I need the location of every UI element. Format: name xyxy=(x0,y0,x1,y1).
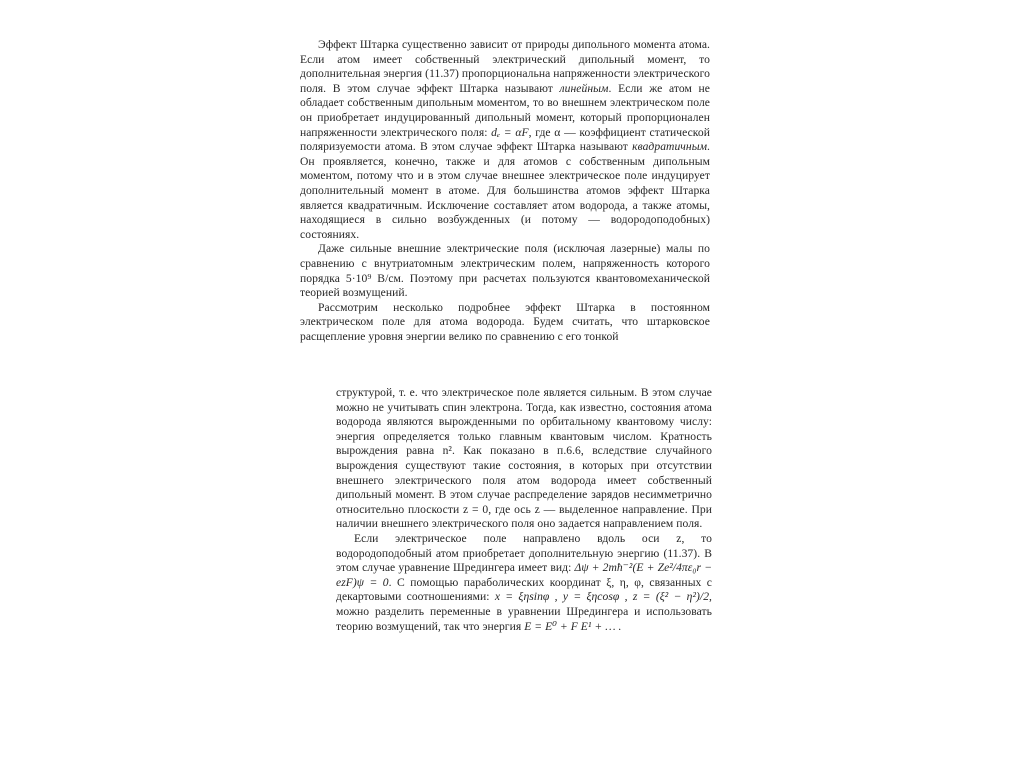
text-run: . Если же атом не обладает собственным дипольным моментом, то во внешнем электрическом поле он приобретает индуцированный дипольный момент, который пропорционален напряженности электрического поля: xyxy=(300,81,710,139)
text-run: , можно разделить переменные в уравнении Шредингера и использовать теорию возмущений, так что энергия xyxy=(336,590,712,633)
text-run: , где α — коэффициент статической поляризуемости атома. В этом случае эффект Штарка называют xyxy=(300,125,710,154)
paragraph-schrodinger xyxy=(336,532,712,634)
formula-induced-dipole: dₑ = αF xyxy=(491,125,529,139)
paragraph-strong-fields: Даже сильные внешние электрические поля (исключая лазерные) малы по сравнению с внутриатомным электрическим полем, напряженность которого порядка 5·10⁹ В/см. Поэтому при расчетах пользуются квантовомеханической теорией возмущений. xyxy=(300,242,710,300)
paragraph-degeneracy: структурой, т. е. что электрическое поле является сильным. В этом случае можно не учитывать спин электрона. Тогда, как известно, состояния атома водорода являются вырожденными по орбитальному квантовому числу: энергия определяется только главным квантовым числом. Кратность вырождения равна n². Как показано в п.6.6, вследствие случайного вырождения существуют такие состояния, в которых при отсутствии внешнего электрического поля атом водорода имеет собственный дипольный момент. В этом случае распределение зарядов несимметрично относительно плоскости z = 0, где ось z — выделенное направление. При наличии внешнего электрического поля оно задается направлением поля. xyxy=(336,386,712,531)
paragraph-stark-dipole xyxy=(300,38,710,242)
term-linear: линейным xyxy=(559,81,609,95)
formula-energy-expansion: E = E⁰ + F E¹ + … . xyxy=(524,619,622,633)
formula-parabolic-coords: x = ξηsinφ , y = ξηcosφ , z = (ξ² − η²)/2 xyxy=(494,590,710,604)
text-run: Эффект Штарка существенно зависит от природы дипольного момента атома. Если атом имеет собственный электрический дипольный момент, то дополнительная энергия (11.37) пропорциональна напряженности электрического поля. В этом случае эффект Штарка называют xyxy=(300,38,710,95)
text-block-lower xyxy=(336,386,712,634)
text-run: . Он проявляется, конечно, также и для атомов с собственным дипольным моментом, потому что и в этом случае внешнее электрическое поле индуцирует дополнительный момент в атоме. Для большинства атомов эффект Штарка является квадратичным. Исключение составляет атом водорода, а также атомы, находящиеся в сильно возбужденных (и потому — водородоподобных) состояниях. xyxy=(300,140,710,241)
formula-schrodinger: Δψ + 2mħ⁻²(E + Ze²/4πε₀r − ezF)ψ = 0 xyxy=(336,561,713,589)
paragraph-hydrogen-stark: Рассмотрим несколько подробнее эффект Штарка в постоянном электрическом поле для атома водорода. Будем считать, что штарковское расщепление уровня энергии велико по сравнению с его тонкой xyxy=(300,300,710,343)
text-run: Если электрическое поле направлено вдоль оси z, то водородоподобный атом приобретает дополнительную энергию (11.37). В этом случае уравнение Шредингера имеет вид: xyxy=(336,531,712,575)
text-run: . С помощью параболических координат ξ, η, φ, связанных с декартовыми соотношениями: xyxy=(336,575,713,604)
term-quadratic: квадратичным xyxy=(632,140,708,154)
text-block-upper xyxy=(300,38,710,344)
